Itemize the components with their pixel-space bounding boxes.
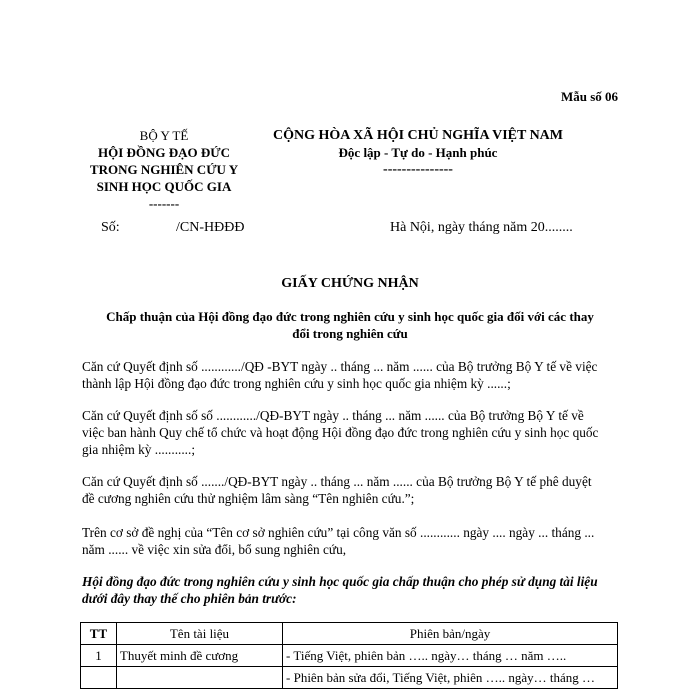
issuing-organization	[70, 127, 258, 212]
cell-tt: 1	[81, 645, 117, 667]
subtitle-line1: Chấp thuận của Hội đồng đạo đức trong nghiên cứu y sinh học quốc gia đối với các thay	[106, 309, 594, 324]
table-row	[81, 667, 618, 689]
cell-document-name: Thuyết minh đề cương	[116, 645, 282, 667]
header-tt: TT	[81, 623, 117, 645]
council-name-line2: TRONG NGHIÊN CỨU Y	[89, 162, 239, 177]
cell-version: - Phiên bản sửa đổi, Tiếng Việt, phiên ….. ngày… tháng …	[283, 667, 618, 689]
nation-name: CỘNG HÒA XÃ HỘI CHỦ NGHĨA VIỆT NAM	[272, 128, 563, 143]
ministry-name: BỘ Y TẾ	[139, 128, 189, 143]
cell-tt	[81, 667, 117, 689]
table-header-row	[81, 623, 618, 645]
paragraph-line: Căn cứ Quyết định số ......./QĐ-BYT ngày .. tháng ... năm ...... của Bộ trưởng Bộ Y tế phê duyệt	[82, 474, 592, 489]
cell-document-name	[116, 667, 282, 689]
approval-line1: Hội đồng đạo đức trong nghiên cứu y sinh học quốc gia chấp thuận cho phép sử dụng tài liệu	[82, 574, 598, 589]
paragraph-line: thành lập Hội đồng đạo đức trong nghiên cứu y sinh học quốc gia nhiệm kỳ ......;	[82, 376, 511, 391]
approval-line2: dưới đây thay thế cho phiên bản trước:	[82, 591, 297, 606]
paragraph-line: việc ban hành Quy chế tổ chức và hoạt động Hội đồng đạo đức trong nghiên cứu y sinh học quốc	[82, 425, 599, 440]
paragraph-line: năm ...... về việc xin sửa đổi, bổ sung nghiên cứu,	[82, 542, 347, 557]
approval-statement	[82, 573, 622, 607]
national-header	[268, 127, 568, 178]
document-table	[80, 622, 618, 689]
paragraph-line: Căn cứ Quyết định số ............/QĐ -BYT ngày .. tháng ... năm ...... của Bộ trưởng Bộ Y tế về việc	[82, 359, 598, 374]
subtitle-line2: đổi trong nghiên cứu	[292, 326, 408, 341]
legal-basis-paragraph	[82, 473, 622, 507]
header-version-date: Phiên bản/ngày	[283, 623, 618, 645]
nation-motto: Độc lập - Tự do - Hạnh phúc	[338, 145, 498, 160]
form-number: Mẫu số 06	[560, 89, 618, 104]
cell-version: - Tiếng Việt, phiên bản ….. ngày… tháng … năm …..	[283, 645, 618, 667]
paragraph-line: Căn cứ Quyết định số số ............/QĐ-BYT ngày .. tháng ... năm ...... của Bộ trưởng Bộ Y tế về	[82, 408, 584, 423]
doc-number-code: /CN-HĐĐĐ	[176, 220, 245, 235]
doc-number-label: Số:	[101, 220, 120, 235]
document-subtitle	[100, 308, 600, 342]
paragraph-line: đề cương nghiên cứu thử nghiệm lâm sàng “Tên nghiên cứu.”;	[82, 491, 415, 506]
council-name-line3: SINH HỌC QUỐC GIA	[96, 179, 232, 194]
proposal-paragraph	[82, 524, 622, 558]
header-document-name: Tên tài liệu	[116, 623, 282, 645]
legal-basis-paragraph	[82, 358, 622, 392]
council-name-line1: HỘI ĐỒNG ĐẠO ĐỨC	[97, 145, 231, 160]
legal-basis-paragraph	[82, 407, 622, 458]
org-divider: -------	[148, 196, 180, 211]
document-title: GIẤY CHỨNG NHẬN	[281, 276, 419, 291]
paragraph-line: gia nhiệm kỳ ...........;	[82, 442, 196, 457]
place-date: Hà Nội, ngày tháng năm 20........	[390, 220, 573, 235]
table-row	[81, 645, 618, 667]
paragraph-line: Trên cơ sở đề nghị của “Tên cơ sở nghiên cứu” tại công văn số ............ ngày .... ngày ... tháng ...	[82, 525, 595, 540]
nation-divider: ---------------	[383, 162, 453, 177]
